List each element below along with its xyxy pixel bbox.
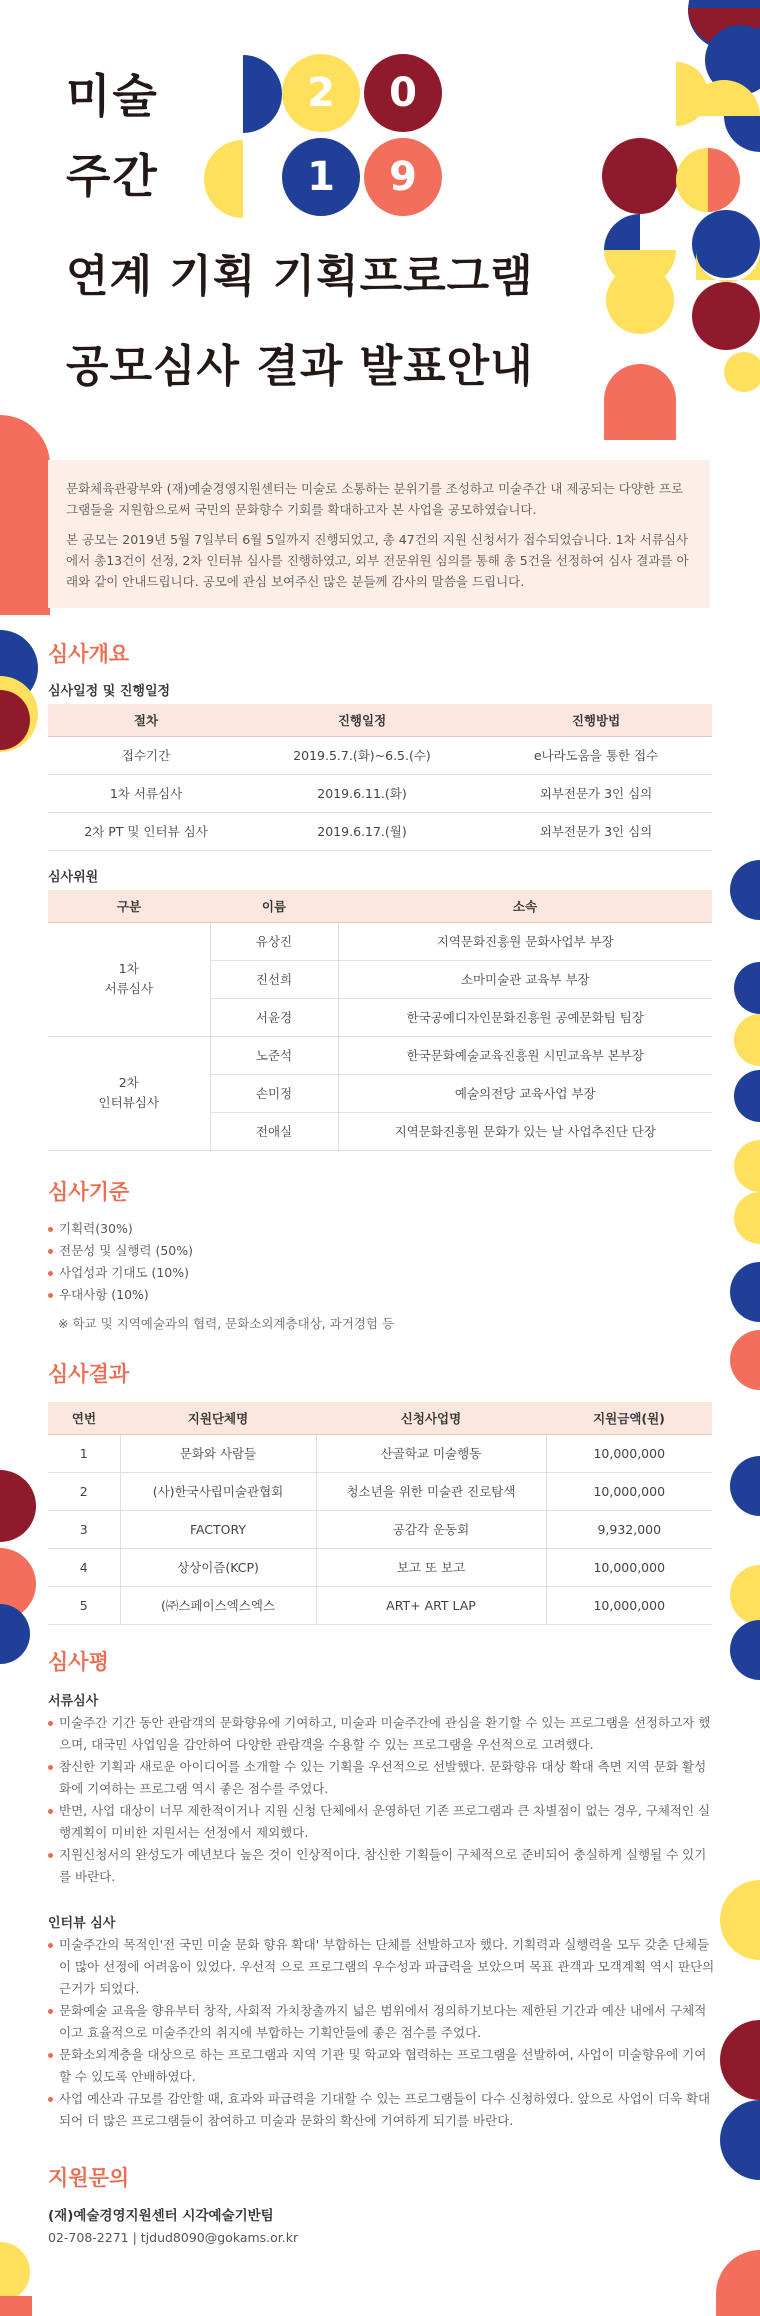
table-header-row [48, 704, 712, 736]
section-title-criteria: 심사기준 [48, 1180, 130, 1204]
year-digit-1: 1 [282, 138, 360, 216]
table-cell: FACTORY [120, 1510, 316, 1548]
intro-paragraph: 문화체육관광부와 (재)예술경영지원센터는 미술로 소통하는 분위기를 조성하고 미술주간 내 제공되는 다양한 프로그램들을 지원함으로써 국민의 문화향수 기회를 확대하고자 본 사업을 공모하였습니다. [66, 481, 684, 517]
judge-name: 유상진 [210, 922, 338, 960]
intro-paragraph: 본 공모는 2019년 5월 7일부터 6월 5일까지 진행되었고, 총 47건의 지원 신청서가 접수되었습니다. 1차 서류심사에서 총13건이 선정, 2차 인터뷰 심사를 진행하였고, 외부 전문위원 심의를 통해 총 5건을 선정하여 심사 결과를 아래와 같이 안내드립니다. 공모에 관심 보여주신 많은 분들께 감사의 말씀을 드립니다. [66, 532, 689, 589]
table-cell: 2019.6.17.(월) [244, 812, 480, 850]
section-title-overview: 심사개요 [48, 642, 130, 666]
table-cell: 문화와 사람들 [120, 1434, 316, 1472]
criteria-note: ※ 학교 및 지역예술과의 협력, 문화소외계층대상, 과거경험 등 [58, 1316, 395, 1331]
list-item: 미술주간 기간 동안 관람객의 문화향유에 기여하고, 미술과 미술주간에 관심을 환기할 수 있는 프로그램을 선정하고자 했으며, 대국민 사업임을 감안하여 다양한 관람객을 수용할 수 있는 프로그램을 우선적으로 고려했다. [48, 1712, 716, 1756]
judge-name: 손미정 [210, 1074, 338, 1112]
judge-group-label: 1차 서류심사 [48, 922, 210, 1036]
table-cell: 공감각 운동회 [316, 1510, 546, 1548]
judge-name: 서윤경 [210, 998, 338, 1036]
table-cell: 산골학교 미술행동 [316, 1434, 546, 1472]
judge-affiliation: 한국문화예술교육진흥원 시민교육부 본부장 [338, 1036, 712, 1074]
table-header-cell: 구분 [48, 890, 210, 922]
judge-name: 진선희 [210, 960, 338, 998]
table-cell: 9,932,000 [546, 1510, 712, 1548]
navy-half-circle [243, 55, 282, 133]
list-item: 사업 예산과 규모를 감안할 때, 효과와 파급력을 기대할 수 있는 프로그램들이 다수 신청하였다. 앞으로 사업이 더욱 확대되어 더 많은 프로그램들이 참여하고 미술과 문화의 확산에 기여하게 되기를 바란다. [48, 2088, 716, 2132]
table-header-cell: 지원단체명 [120, 1402, 316, 1434]
document-review-list [48, 1712, 716, 1888]
table-cell: (㈜스페이스엑스엑스 [120, 1586, 316, 1624]
table-row [48, 736, 712, 774]
year-digit-2: 2 [282, 54, 360, 132]
schedule-table [48, 704, 712, 851]
year-digit-0: 0 [364, 54, 442, 132]
table-cell: 5 [48, 1586, 120, 1624]
header-word-art: 미술 [66, 69, 159, 123]
list-item: 참신한 기획과 새로운 아이디어를 소개할 수 있는 기획을 우선적으로 선발했다. 문화향유 대상 확대 측면 지역 문화 활성화에 기여하는 프로그램 역시 좋은 점수를 주었다. [48, 1756, 716, 1800]
table-cell: 2019.6.11.(화) [244, 774, 480, 812]
table-row [48, 1586, 712, 1624]
table-cell: 상상이즘(KCP) [120, 1548, 316, 1586]
table-cell: 4 [48, 1548, 120, 1586]
table-row [48, 1036, 712, 1074]
interview-review-subtitle: 인터뷰 심사 [48, 1916, 116, 1931]
judge-affiliation: 지역문화진흥원 문화사업부 부장 [338, 922, 712, 960]
page-title-line2: 공모심사 결과 발표안내 [66, 341, 534, 392]
criteria-list [48, 1218, 193, 1306]
list-item: 문화예술 교육을 향유부터 창작, 사회적 가치창출까지 넓은 범위에서 정의하기보다는 제한된 기간과 예산 내에서 구체적이고 효율적으로 미술주간의 취지에 부합하는 기획안들에 좋은 점수를 주었다. [48, 2000, 716, 2044]
list-item: 반면, 사업 대상이 너무 제한적이거나 지원 신청 단체에서 운영하던 기존 프로그램과 큰 차별점이 없는 경우, 구체적인 실행계획이 미비한 지원서는 선정에서 제외했다. [48, 1800, 716, 1844]
table-header-cell: 연번 [48, 1402, 120, 1434]
list-item: 사업성과 기대도 (10%) [48, 1262, 193, 1284]
table-cell: 3 [48, 1510, 120, 1548]
list-item: 미술주간의 목적인'전 국민 미술 문화 향유 확대' 부합하는 단체를 선발하고자 했다. 기획력과 실행력을 모두 갖춘 단체들이 많아 선정에 어려움이 있었다. 우선적 으로 프로그램의 우수성과 파급력을 보았으며 목표 관객과 모객계획 역시 판단의 근거가 되었다. [48, 1934, 716, 2000]
table-header-cell: 진행방법 [480, 704, 712, 736]
judge-affiliation: 예술의전당 교육사업 부장 [338, 1074, 712, 1112]
table-cell: (사)한국사립미술관협회 [120, 1472, 316, 1510]
table-cell: 보고 또 보고 [316, 1548, 546, 1586]
year-digit-9: 9 [364, 138, 442, 216]
section-title-results: 심사결과 [48, 1362, 130, 1386]
table-row [48, 922, 712, 960]
table-cell: 접수기간 [48, 736, 244, 774]
table-cell: 청소년을 위한 미술관 진로탐색 [316, 1472, 546, 1510]
table-cell: 1차 서류심사 [48, 774, 244, 812]
table-cell: 외부전문가 3인 심의 [480, 774, 712, 812]
table-cell: 10,000,000 [546, 1434, 712, 1472]
table-row [48, 812, 712, 850]
table-cell: ART+ ART LAP [316, 1586, 546, 1624]
list-item: 우대사항 (10%) [48, 1284, 193, 1306]
contact-org: (재)예술경영지원센터 시각예술기반팀 [48, 2208, 274, 2224]
table-cell: 10,000,000 [546, 1472, 712, 1510]
results-table [48, 1402, 712, 1625]
yellow-half-circle [204, 140, 243, 218]
table-header-cell: 진행일정 [244, 704, 480, 736]
table-header-cell: 절차 [48, 704, 244, 736]
table-row [48, 1510, 712, 1548]
intro-box [48, 460, 710, 608]
table-cell: 2차 PT 및 인터뷰 심사 [48, 812, 244, 850]
judge-group-label: 2차 인터뷰심사 [48, 1036, 210, 1150]
document-review-subtitle: 서류심사 [48, 1694, 99, 1709]
list-item: 문화소외계층을 대상으로 하는 프로그램과 지역 기관 및 학교와 협력하는 프로그램을 선발하여, 사업이 미술향유에 기여할 수 있도록 안배하였다. [48, 2044, 716, 2088]
judge-name: 전애실 [210, 1112, 338, 1150]
table-cell: 외부전문가 3인 심의 [480, 812, 712, 850]
table-cell: 2019.5.7.(화)~6.5.(수) [244, 736, 480, 774]
table-header-cell: 소속 [338, 890, 712, 922]
table-cell: e나라도움을 통한 접수 [480, 736, 712, 774]
table-header-cell: 신청사업명 [316, 1402, 546, 1434]
table-row [48, 1472, 712, 1510]
section-title-contact: 지원문의 [48, 2166, 130, 2190]
judge-name: 노준석 [210, 1036, 338, 1074]
interview-review-list [48, 1934, 716, 2132]
judge-affiliation: 소마미술관 교육부 부장 [338, 960, 712, 998]
judge-affiliation: 한국공예디자인문화진흥원 공예문화팀 팀장 [338, 998, 712, 1036]
list-item: 기획력(30%) [48, 1218, 193, 1240]
table-header-row [48, 890, 712, 922]
list-item: 전문성 및 실행력 (50%) [48, 1240, 193, 1262]
judge-affiliation: 지역문화진흥원 문화가 있는 날 사업추진단 단장 [338, 1112, 712, 1150]
table-row [48, 1548, 712, 1586]
table-cell: 10,000,000 [546, 1548, 712, 1586]
table-row [48, 1434, 712, 1472]
table-header-cell: 이름 [210, 890, 338, 922]
table-cell: 10,000,000 [546, 1586, 712, 1624]
judges-table [48, 890, 712, 1151]
table-row [48, 774, 712, 812]
header-word-week: 주간 [66, 149, 159, 203]
page-title-line1: 연계 기획 기획프로그램 [66, 251, 534, 302]
table-cell: 1 [48, 1434, 120, 1472]
list-item: 지원신청서의 완성도가 예년보다 높은 것이 인상적이다. 참신한 기획들이 구체적으로 준비되어 충실하게 실행될 수 있기를 바란다. [48, 1844, 716, 1888]
judges-subtitle: 심사위원 [48, 870, 99, 885]
contact-info: 02-708-2271 | tjdud8090@gokams.or.kr [48, 2230, 299, 2245]
table-cell: 2 [48, 1472, 120, 1510]
table-header-cell: 지원금액(원) [546, 1402, 712, 1434]
section-title-review: 심사평 [48, 1650, 109, 1674]
schedule-subtitle: 심사일정 및 진행일정 [48, 684, 171, 699]
table-header-row [48, 1402, 712, 1434]
